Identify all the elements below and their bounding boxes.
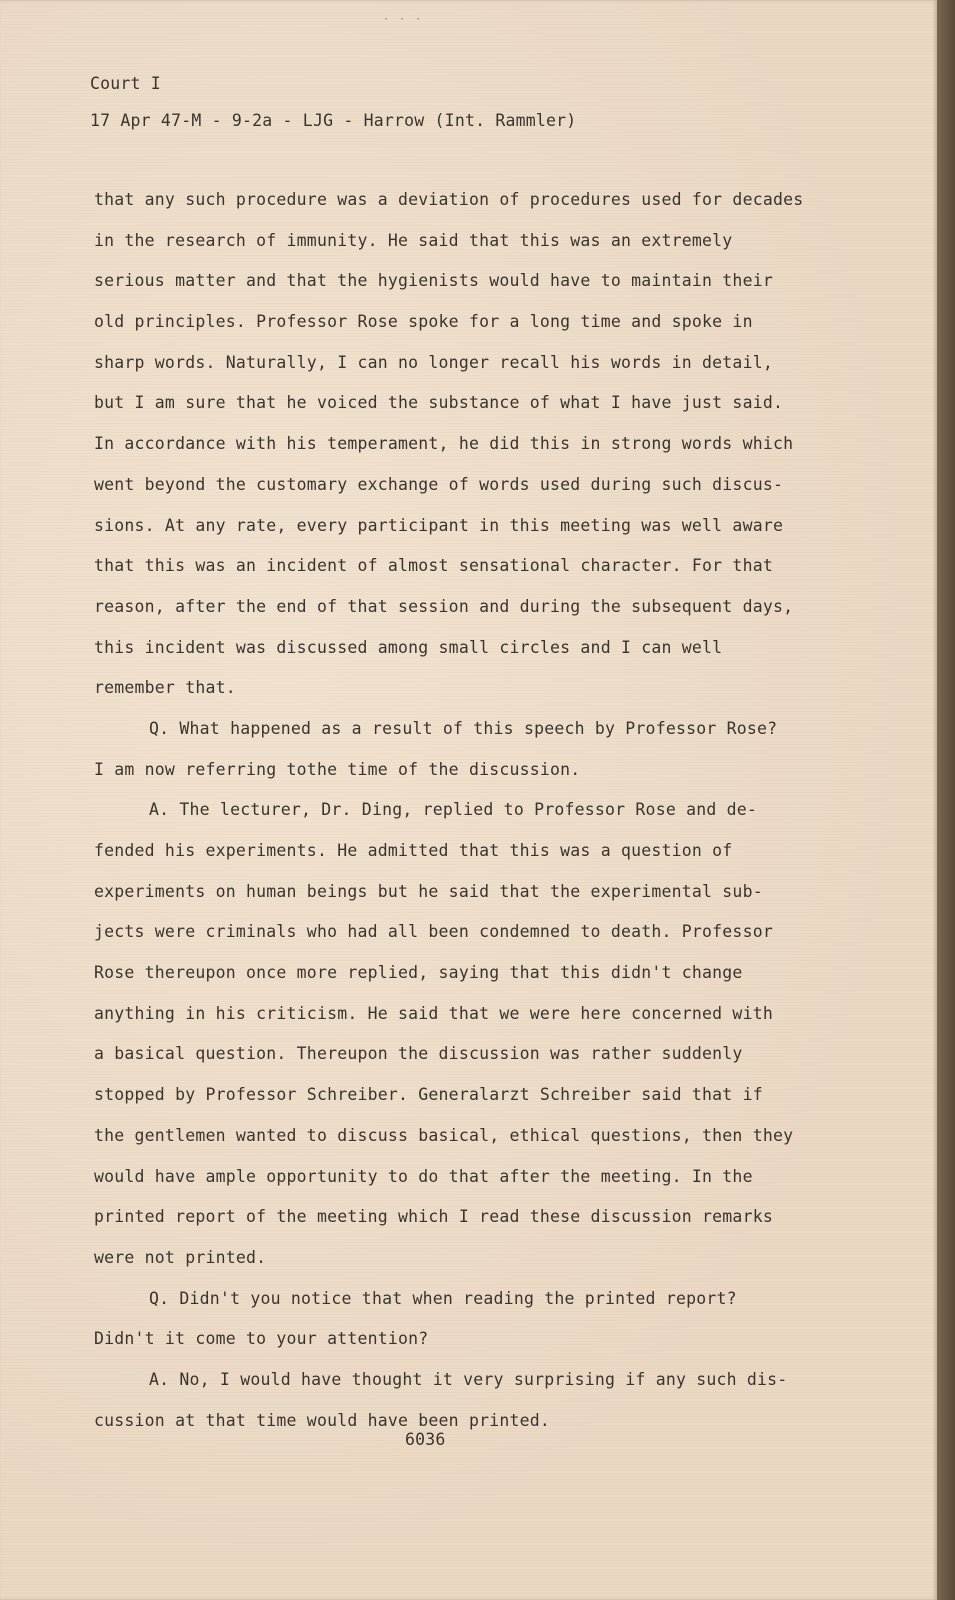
- text-line: fended his experiments. He admitted that this was a question of: [94, 841, 733, 860]
- text-line: Rose thereupon once more replied, saying that this didn't change: [94, 963, 743, 983]
- transcript-body: [94, 188, 814, 1449]
- text-line: that this was an incident of almost sensational character. For that: [94, 556, 773, 576]
- text-line: jects were criminals who had all been condemned to death. Professor: [94, 922, 773, 942]
- text-line: a basical question. Thereupon the discussion was rather suddenly: [94, 1044, 743, 1064]
- text-line: sions. At any rate, every participant in this meeting was well aware: [94, 515, 784, 535]
- text-line: went beyond the customary exchange of words used during such discus-: [94, 474, 784, 494]
- answer-line: A. No, I would have thought it very surprising if any such dis-: [149, 1369, 788, 1389]
- text-line: old principles. Professor Rose spoke for a long time and spoke in: [94, 312, 753, 332]
- page-number: 6036: [405, 1430, 446, 1449]
- text-line: Didn't it come to your attention?: [94, 1329, 429, 1349]
- text-line: reason, after the end of that session and during the subsequent days,: [94, 596, 794, 616]
- text-line: printed report of the meeting which I read these discussion remarks: [94, 1207, 773, 1227]
- text-line: the gentlemen wanted to discuss basical, ethical questions, then they: [94, 1125, 794, 1145]
- text-line: I am now referring tothe time of the discussion.: [94, 759, 581, 779]
- text-line: but I am sure that he voiced the substance of what I have just said.: [94, 393, 784, 413]
- text-line: in the research of immunity. He said that this was an extremely: [94, 230, 733, 250]
- question-line: Q. What happened as a result of this speech by Professor Rose?: [149, 718, 778, 738]
- text-line: cussion at that time would have been printed.: [94, 1410, 551, 1430]
- text-line: experiments on human beings but he said that the experimental sub-: [94, 881, 763, 901]
- session-reference: 17 Apr 47-M - 9-2a - LJG - Harrow (Int. Rammler): [90, 111, 577, 130]
- page-edge-background: [937, 0, 955, 1600]
- text-line: remember that.: [94, 678, 236, 698]
- text-line: anything in his criticism. He said that we were here concerned with: [94, 1003, 773, 1023]
- text-line: serious matter and that the hygienists would have to maintain their: [94, 271, 773, 291]
- text-line: were not printed.: [94, 1247, 267, 1267]
- top-margin-mark: · · ·: [383, 14, 424, 25]
- text-line: In accordance with his temperament, he did this in strong words which: [94, 434, 794, 454]
- answer-line: A. The lecturer, Dr. Ding, replied to Professor Rose and de-: [149, 800, 758, 820]
- text-line: that any such procedure was a deviation of procedures used for decades: [94, 190, 804, 209]
- text-line: sharp words. Naturally, I can no longer recall his words in detail,: [94, 352, 773, 372]
- text-line: would have ample opportunity to do that after the meeting. In the: [94, 1166, 753, 1186]
- court-header: Court I: [90, 74, 161, 93]
- text-line: stopped by Professor Schreiber. Generalarzt Schreiber said that if: [94, 1085, 763, 1105]
- question-line: Q. Didn't you notice that when reading the printed report?: [149, 1288, 737, 1308]
- text-line: this incident was discussed among small circles and I can well: [94, 637, 723, 657]
